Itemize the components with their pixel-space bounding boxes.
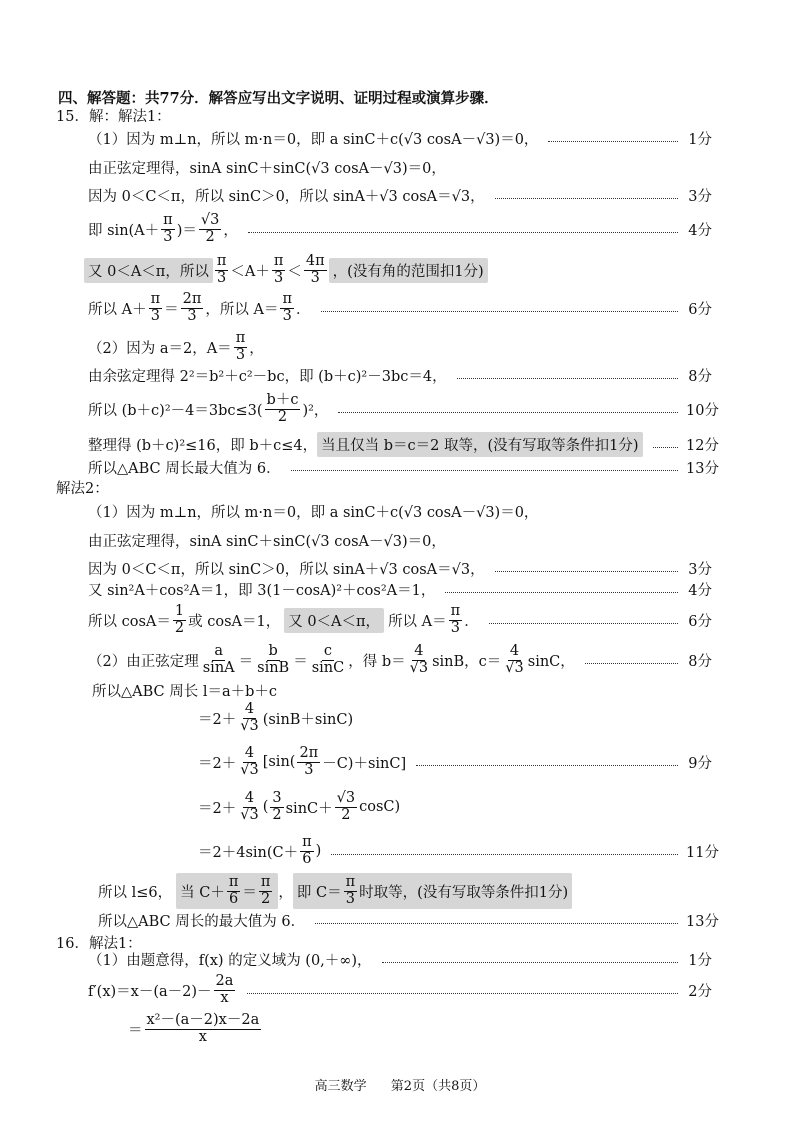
q15-m1-line5 bbox=[0, 252, 800, 288]
numerator: π bbox=[302, 834, 312, 851]
numerator: π bbox=[235, 330, 246, 347]
denominator: 2 bbox=[341, 806, 351, 823]
q15-m2-line2 bbox=[0, 526, 800, 554]
q15-m1-l6-text bbox=[88, 292, 311, 323]
fraction bbox=[238, 746, 260, 777]
numerator: 2π bbox=[299, 745, 319, 762]
numerator: π bbox=[228, 874, 239, 891]
numerator: 3 bbox=[272, 790, 282, 807]
text-run: ) bbox=[315, 843, 322, 859]
numerator: a bbox=[214, 643, 223, 660]
q15-m1-p2-l1-text bbox=[88, 331, 264, 362]
text-run: ， bbox=[223, 222, 238, 239]
q15-m1-p2-l3-text bbox=[88, 393, 328, 424]
score-label: 6分 bbox=[688, 613, 712, 630]
text-run: 所以 A＋ bbox=[88, 301, 147, 318]
dotted-leader bbox=[489, 623, 678, 624]
text-run: （2）由正弦定理 bbox=[88, 653, 199, 670]
denominator: √3 bbox=[240, 717, 259, 734]
q15-m1-l2-text: 由正弦定理得，sinA sinC＋sinC(√3 cosA－√3)＝0， bbox=[88, 160, 446, 177]
text-run: 又 0＜A＜π，所以 bbox=[88, 263, 209, 280]
footer-subject: 高三数学 bbox=[314, 1079, 367, 1094]
text-run: 整理得 (b＋c)²≤16，即 b＋c≤4， bbox=[88, 437, 318, 454]
score-label: 8分 bbox=[688, 653, 712, 670]
denominator: √3 bbox=[409, 659, 429, 676]
text-run: 当 C＋ bbox=[180, 884, 225, 901]
text-run: ＝ bbox=[242, 884, 257, 901]
fraction bbox=[503, 644, 525, 675]
q15-m1-l5-text bbox=[84, 254, 488, 285]
q15-m2-p2-l4-text bbox=[198, 746, 406, 777]
dotted-leader bbox=[416, 765, 678, 766]
fraction bbox=[280, 292, 294, 323]
score-label: 3分 bbox=[688, 188, 712, 205]
dotted-leader bbox=[247, 993, 678, 994]
fraction bbox=[270, 791, 283, 822]
q15-m2-line5 bbox=[0, 602, 800, 638]
q16-line1 bbox=[0, 945, 800, 973]
fraction bbox=[173, 604, 186, 635]
q15-m2-title: 解法2： bbox=[56, 480, 109, 497]
numerator: 4 bbox=[414, 643, 424, 660]
q15-m2-p2-line4 bbox=[0, 744, 800, 780]
fraction bbox=[199, 213, 221, 244]
q15-m1-p2-line2 bbox=[0, 361, 800, 389]
text-run: ． bbox=[464, 613, 479, 630]
q15-m2-l1-text: （1）因为 m⊥n，所以 m·n＝0，即 a sinC＋c(√3 cosA－√3)＝0， bbox=[88, 504, 539, 521]
denominator: sinA bbox=[202, 659, 235, 676]
text-run: 所以 cosA＝ bbox=[88, 613, 171, 630]
q15-m2-p2-l3-text bbox=[198, 702, 353, 733]
q15-m1-line3 bbox=[0, 181, 800, 209]
text-run: ＝2＋ bbox=[198, 711, 237, 728]
dotted-leader bbox=[331, 854, 678, 855]
q16-l2-text bbox=[88, 974, 237, 1005]
q16-line3 bbox=[0, 1010, 800, 1048]
numerator: π bbox=[216, 253, 227, 270]
score-label: 2分 bbox=[688, 983, 712, 1000]
q15-m1-line2 bbox=[0, 153, 800, 181]
denominator: 3 bbox=[304, 761, 314, 778]
fraction bbox=[201, 644, 237, 675]
denominator: sinB bbox=[257, 659, 290, 676]
fraction bbox=[145, 1013, 262, 1044]
q16-l1-text: （1）由题意得，f(x) 的定义域为 (0,＋∞)， bbox=[88, 952, 372, 969]
text-run: ＝ bbox=[164, 301, 179, 318]
numerator: √3 bbox=[336, 790, 356, 807]
q15-m2-p2-line3 bbox=[0, 700, 800, 736]
numerator: π bbox=[345, 874, 356, 891]
denominator: x bbox=[198, 1028, 207, 1045]
fraction bbox=[255, 644, 291, 675]
numerator: 4 bbox=[244, 701, 255, 718]
text-run: 所以 (b＋c)²－4＝3bc≤3( bbox=[88, 402, 263, 419]
score-label: 3分 bbox=[688, 561, 712, 578]
q15-m2-l2-text: 由正弦定理得，sinA sinC＋sinC(√3 cosA－√3)＝0， bbox=[88, 533, 446, 550]
denominator: 2 bbox=[205, 228, 215, 245]
denominator: 3 bbox=[150, 307, 160, 324]
dotted-leader bbox=[495, 198, 678, 199]
dotted-leader bbox=[382, 962, 678, 963]
text-run: 所以 l≤6， bbox=[98, 884, 173, 901]
denominator: √3 bbox=[505, 659, 524, 676]
numerator: c bbox=[323, 643, 333, 660]
text-run: ＝2＋ bbox=[198, 755, 237, 772]
dotted-leader bbox=[495, 571, 678, 572]
text-run: 或 cosA＝1， bbox=[188, 613, 281, 630]
q15-m2-l3-text: 因为 0＜C＜π，所以 sinC＞0，所以 sinA＋√3 cosA＝√3， bbox=[88, 561, 485, 578]
q15-m2-p2-l1-text: （2）由正弦定理 $\frac{a}{\sin A}$ ＝ $\frac{b}{\sin B}$ ＝ $\frac{c}{\sin C}$ ，得 b＝ $\frac{4}{√3}$ sinB，c＝ $\frac{4}{√3}$ sinC， bbox=[88, 643, 575, 676]
section-header: 四、解答题：共77分．解答应写出文字说明、证明过程或演算步骤． bbox=[58, 89, 499, 107]
denominator: 3 bbox=[216, 269, 227, 286]
q15-m1-l3-text: 因为 0＜C＜π，所以 sinC＞0，所以 sinA＋√3 cosA＝√3， bbox=[88, 188, 485, 205]
denominator: 2 bbox=[174, 619, 185, 636]
q15-m2-p2-l8-text: 所以△ABC 周长的最大值为 6． bbox=[98, 913, 306, 930]
text-run: sinC＋ bbox=[285, 800, 333, 817]
numerator: π bbox=[450, 603, 461, 620]
score-label: 1分 bbox=[688, 952, 712, 969]
dotted-leader bbox=[548, 141, 678, 142]
q15-m2-l4-text: 又 sin²A＋cos²A＝1，即 3(1－cosA)²＋cos²A＝1， bbox=[88, 582, 436, 599]
numerator: π bbox=[163, 212, 173, 229]
fraction bbox=[161, 213, 175, 244]
score-label: 4分 bbox=[688, 222, 712, 239]
text-run: ，得 b＝ bbox=[348, 653, 406, 670]
q16-l3-text bbox=[128, 1013, 263, 1044]
text-run: －C)＋sinC] bbox=[322, 755, 407, 772]
fraction bbox=[238, 791, 260, 822]
numerator: π bbox=[150, 291, 161, 308]
q15-m2-line1 bbox=[0, 497, 800, 525]
q15-m1-line1 bbox=[0, 124, 800, 152]
score-label: 12分 bbox=[686, 437, 719, 454]
fraction bbox=[234, 331, 248, 362]
dotted-leader bbox=[291, 470, 678, 471]
fraction bbox=[181, 292, 204, 323]
q15-m1-p2-l2-text: 由余弦定理得 2²＝b²＋c²－bc，即 (b＋c)²－3bc＝4， bbox=[88, 368, 447, 385]
q15-m1-l4-text bbox=[88, 213, 238, 244]
q15-m1-p2-l5-text: 所以△ABC 周长最大值为 6． bbox=[88, 460, 281, 477]
q15-m1-line4 bbox=[0, 212, 800, 246]
q15-m1-p2-line3 bbox=[0, 390, 800, 428]
dotted-leader bbox=[445, 592, 678, 593]
text-run: (sinB＋sinC) bbox=[262, 711, 354, 728]
fraction bbox=[304, 254, 327, 285]
fraction bbox=[449, 604, 463, 635]
highlight-box: 当且仅当 b＝c＝2 取等，(没有写取等条件扣1分) bbox=[317, 432, 642, 457]
score-label: 13分 bbox=[686, 460, 719, 477]
q15-m2-p2-l5-text bbox=[198, 791, 400, 822]
numerator: 4π bbox=[305, 253, 325, 270]
q15-m2-line4 bbox=[0, 575, 800, 603]
numerator: π bbox=[282, 291, 293, 308]
fraction bbox=[265, 393, 301, 424]
dotted-leader bbox=[248, 232, 678, 233]
fraction bbox=[300, 835, 314, 866]
score-label: 10分 bbox=[686, 402, 719, 419]
text-run: cosC) bbox=[359, 799, 401, 815]
highlight-box bbox=[176, 873, 278, 908]
fraction bbox=[272, 254, 286, 285]
denominator: 3 bbox=[450, 619, 461, 636]
text-run: [sin( bbox=[262, 754, 296, 770]
fraction bbox=[335, 791, 357, 822]
text-run: ． bbox=[296, 301, 311, 318]
q15-m1-p2-line1 bbox=[0, 330, 800, 364]
q15-m2-p2-line1 bbox=[0, 642, 800, 678]
score-label: 6分 bbox=[688, 301, 712, 318]
denominator: √3 bbox=[240, 806, 259, 823]
numerator: π bbox=[273, 253, 284, 270]
dotted-leader bbox=[653, 447, 678, 448]
denominator: 3 bbox=[282, 307, 292, 324]
text-run: ＝2＋4sin(C＋ bbox=[198, 844, 299, 861]
highlight-box bbox=[293, 873, 572, 908]
denominator: 3 bbox=[163, 228, 173, 245]
fraction bbox=[310, 644, 347, 675]
denominator: 3 bbox=[274, 269, 284, 286]
dotted-leader bbox=[585, 663, 678, 664]
text-run: )²， bbox=[302, 402, 329, 419]
text-run: ， bbox=[249, 340, 264, 357]
fraction bbox=[259, 875, 273, 906]
fraction bbox=[238, 702, 260, 733]
text-run: 时取等，(没有写取等条件扣1分) bbox=[359, 884, 569, 901]
highlight-box: 又 0＜A＜π， bbox=[284, 608, 384, 633]
text-run: ，所以 A＝ bbox=[205, 301, 279, 318]
q16-title: 16．解法1： bbox=[56, 935, 142, 952]
score-label: 4分 bbox=[688, 582, 712, 599]
q15-m2-p2-l2-text: 所以△ABC 周长 l＝a＋b＋c bbox=[92, 683, 278, 700]
score-label: 11分 bbox=[686, 844, 719, 861]
numerator: 4 bbox=[509, 643, 520, 660]
q15-m2-p2-line5 bbox=[0, 789, 800, 825]
denominator: 2 bbox=[277, 408, 288, 425]
text-run: f′(x)＝x－(a－2)－ bbox=[88, 983, 212, 1000]
score-label: 1分 bbox=[688, 131, 712, 148]
numerator: 2a bbox=[215, 973, 234, 990]
numerator: 1 bbox=[174, 603, 185, 620]
fraction bbox=[297, 746, 320, 777]
q15-m2-p2-line7 bbox=[0, 873, 800, 909]
score-label: 13分 bbox=[686, 913, 719, 930]
fraction bbox=[344, 875, 358, 906]
text-run: 所以 A＝ bbox=[388, 613, 447, 630]
highlight-box bbox=[84, 258, 213, 283]
text-run: ( bbox=[262, 799, 269, 815]
numerator: π bbox=[260, 874, 271, 891]
text-run: sinC， bbox=[527, 653, 575, 670]
score-label: 8分 bbox=[688, 368, 712, 385]
fraction bbox=[149, 292, 163, 323]
highlight-box: ，(没有角的范围扣1分) bbox=[329, 258, 488, 283]
q15-m2-p2-line6 bbox=[0, 833, 800, 869]
text-run: )＝ bbox=[176, 222, 197, 239]
numerator: x²－(a－2)x－2a bbox=[146, 1012, 260, 1029]
text-run: ， bbox=[278, 884, 293, 901]
score-label: 9分 bbox=[688, 755, 712, 772]
denominator: 2 bbox=[272, 806, 282, 823]
dotted-leader bbox=[338, 412, 678, 413]
q15-m2-p2-l6-text bbox=[198, 835, 321, 866]
numerator: 4 bbox=[244, 745, 255, 762]
q15-m1-line6 bbox=[0, 290, 800, 326]
numerator: √3 bbox=[200, 212, 220, 229]
fraction bbox=[227, 875, 241, 906]
denominator: 3 bbox=[310, 269, 320, 286]
text-run: ＝2＋ bbox=[198, 800, 237, 817]
text-run: （2）因为 a＝2，A＝ bbox=[88, 340, 232, 357]
q16-line2 bbox=[0, 972, 800, 1008]
text-run: 即 sin(A＋ bbox=[88, 222, 160, 239]
text-run: sinB，c＝ bbox=[432, 653, 502, 670]
denominator: 3 bbox=[345, 890, 355, 907]
q15-title: 15．解：解法1： bbox=[56, 108, 171, 125]
text-run: ＜A＋ bbox=[230, 263, 270, 280]
numerator: b bbox=[268, 643, 278, 660]
denominator: 6 bbox=[302, 850, 312, 867]
text-run: ＝ bbox=[128, 1022, 143, 1039]
page-footer bbox=[0, 1075, 800, 1094]
denominator: 3 bbox=[187, 307, 197, 324]
text-run: ＜ bbox=[287, 263, 302, 280]
q15-m2-p2-l7-text bbox=[98, 873, 572, 908]
denominator: 3 bbox=[235, 346, 246, 363]
q15-m1-l1-text: （1）因为 m⊥n，所以 m·n＝0，即 a sinC＋c(√3 cosA－√3)＝0， bbox=[88, 131, 539, 148]
denominator: x bbox=[220, 989, 229, 1006]
text-run: 即 C＝ bbox=[296, 884, 342, 901]
fraction bbox=[408, 644, 430, 675]
footer-page-number: 第2页（共8页） bbox=[390, 1079, 486, 1094]
numerator: 2π bbox=[182, 291, 202, 308]
dotted-leader bbox=[457, 378, 678, 379]
denominator: sinC bbox=[311, 659, 345, 676]
dotted-leader bbox=[321, 311, 678, 312]
fraction bbox=[215, 254, 229, 285]
denominator: √3 bbox=[240, 761, 259, 778]
dotted-leader bbox=[315, 923, 678, 924]
numerator: b＋c bbox=[266, 392, 299, 409]
q15-m2-l5-text bbox=[88, 604, 479, 635]
denominator: 6 bbox=[228, 890, 239, 907]
denominator: 2 bbox=[261, 890, 271, 907]
numerator: 4 bbox=[244, 790, 255, 807]
fraction bbox=[214, 974, 236, 1005]
